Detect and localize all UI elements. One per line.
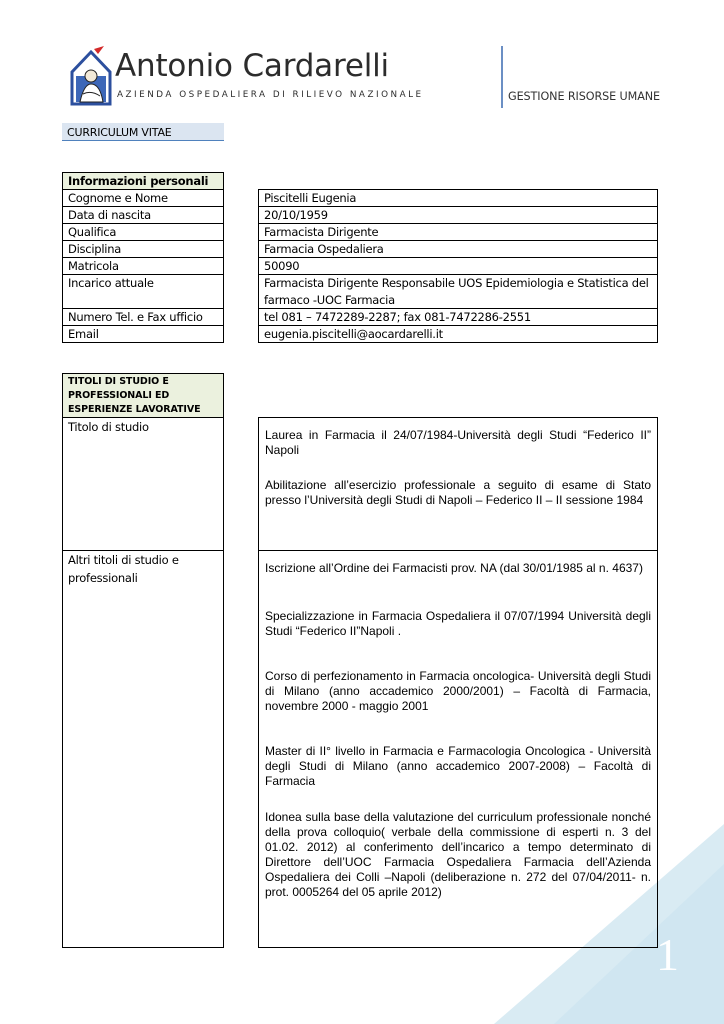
header-divider — [501, 46, 503, 108]
altri-item: Master di II° livello in Farmacia e Farmacologia Oncologica - Università degli Studi di Milano (anno accademico 2007-2008) – Facoltà di Farmacia — [265, 744, 651, 788]
value-data-nascita: 20/10/1959 — [258, 206, 658, 224]
value-incarico-attuale: Farmacista Dirigente Responsabile UOS Epidemiologia e Statistica del farmaco -UOC Farmacia — [258, 274, 658, 309]
logo-name: Antonio Cardarelli — [115, 48, 389, 84]
label-tel-fax: Numero Tel. e Fax ufficio — [62, 308, 224, 326]
value-disciplina: Farmacia Ospedaliera — [258, 240, 658, 258]
document-title: CURRICULUM VITAE — [62, 123, 224, 141]
page-number: 1 — [656, 929, 679, 980]
personal-info-heading: Informazioni personali — [62, 172, 224, 190]
altri-label: Altri titoli di studio e professionali — [68, 553, 179, 585]
titolo-label: Titolo di studio — [68, 420, 149, 434]
department-name: GESTIONE RISORSE UMANE — [508, 90, 660, 103]
altri-item: Iscrizione all’Ordine dei Farmacisti prov. NA (dal 30/01/1985 al n. 4637) — [265, 561, 643, 575]
value-matricola: 50090 — [258, 257, 658, 275]
logo-subtitle: AZIENDA OSPEDALIERA DI RILIEVO NAZIONALE — [117, 90, 424, 100]
hospital-logo — [70, 46, 424, 110]
titolo-item: Abilitazione all’esercizio professionale a seguito di esame di Stato presso l’Università degli Studi di Napoli – Federico II – II sessione 1984 — [265, 478, 651, 507]
label-disciplina: Disciplina — [62, 240, 224, 258]
label-incarico-attuale: Incarico attuale — [62, 274, 224, 309]
hospital-emblem-icon — [70, 46, 112, 106]
education-heading: TITOLI DI STUDIO E PROFESSIONALI ED ESPERIENZE LAVORATIVE — [62, 373, 224, 418]
value-cognome-nome: Piscitelli Eugenia — [258, 189, 658, 207]
label-matricola: Matricola — [62, 257, 224, 275]
altri-label-cell — [62, 550, 224, 948]
titolo-item: Laurea in Farmacia il 24/07/1984-Università degli Studi “Federico II” Napoli — [265, 428, 651, 457]
label-cognome-nome: Cognome e Nome — [62, 189, 224, 207]
titolo-label-cell — [62, 417, 224, 551]
label-qualifica: Qualifica — [62, 223, 224, 241]
value-email: eugenia.piscitelli@aocardarelli.it — [258, 325, 658, 343]
value-qualifica: Farmacista Dirigente — [258, 223, 658, 241]
value-tel-fax: tel 081 – 7472289-2287; fax 081-7472286-2551 — [258, 308, 658, 326]
altri-item: Specializzazione in Farmacia Ospedaliera il 07/07/1994 Università degli Studi “Federico II”Napoli . — [265, 609, 651, 638]
altri-item: Corso di perfezionamento in Farmacia oncologica- Università degli Studi di Milano (anno accademico 2000/2001) – Facoltà di Farmacia, novembre 2000 - maggio 2001 — [265, 669, 651, 713]
altri-item: Idonea sulla base della valutazione del curriculum professionale nonché della prova colloquio( verbale della commissione di esperti n. 3 del 01.02. 2012) al conferimento dell’incarico a tempo determinato di Direttore dell’UOC Farmacia Ospedaliera Farmacia dell’Azienda Ospedaliera dei Colli –Napoli (deliberazione n. 272 del 07/04/2011- n. prot. 0005264 del 05 aprile 2012) — [265, 810, 651, 899]
label-email: Email — [62, 325, 224, 343]
label-data-nascita: Data di nascita — [62, 206, 224, 224]
